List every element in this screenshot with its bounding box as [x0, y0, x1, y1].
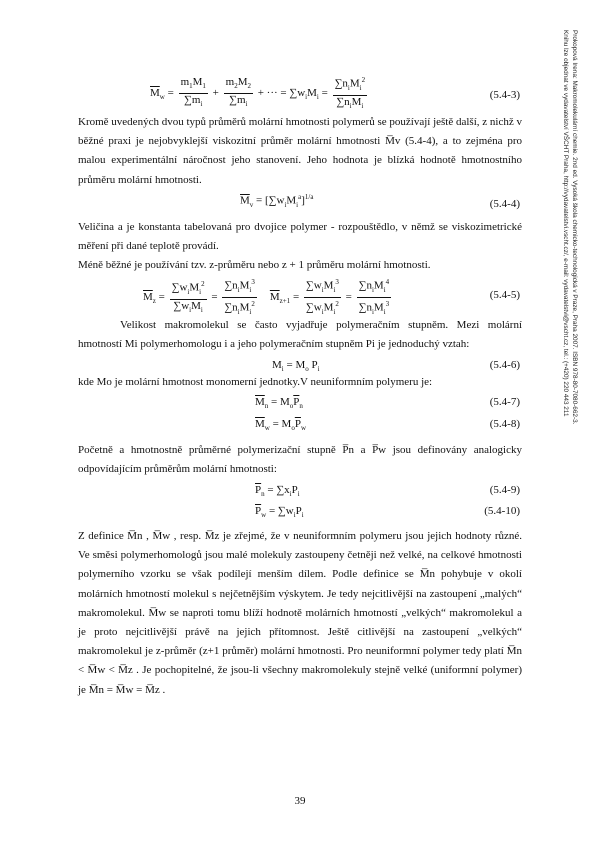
equation-number: (5.4-3) — [489, 89, 520, 101]
paragraph: Z definice M̅n , M̅w , resp. M̅z je zřejmé, že v neuniformním polymeru jsou jejich hodnoty různé. Ve směsi polymerhomologů jsou malé molekuly zastoupeny četněji než velké, na celkové hmotnosti polymerního vzorku se však podílejí menším dílem. Podle definice se M̅n pohybuje v okolí molárních hmotností molekul s nejčetnějším výskytem. Je tedy nejcitlivější na zastoupení „malých“ makromolekul. M̅w se naproti tomu blíží hodnotě molárních hmotností „velkých“ makromolekul a je proto nejcitlivější právě na jejich přítomnost. Ještě citlivější na zastoupení „velkých“ makromolekul je z-průměr (z+1 průměr) molární hmotnosti. Pro neuniformní polymer tedy platí M̅n < M̅w < M̅z . Je pochopitelné, že jsou-li všechny makromolekuly stejně velké (uniformní polymer) je M̅n = M̅w = M̅z . — [78, 530, 522, 696]
equation-number: (5.4-5) — [489, 289, 520, 301]
paragraph: Veličina a je konstanta tabelovaná pro dvojice polymer - rozpouštědlo, v němž se viskozimetrické měření při dané teplotě provádí. — [78, 221, 522, 253]
side-citation-line-2: Knihu lze objednat ve vydavatelství VŠCHT Praha, http://vydavatelstvi.vscht.cz/, e-mail: vydavatelstvi@vscht.cz, tel.: (+420) 220 443 211 — [562, 30, 570, 417]
equation-number: (5.4-4) — [489, 198, 520, 210]
equation-5-4-4: $\overline{M}_v = [\sum w_iM_i^a]^{1/a}$ — [240, 193, 314, 209]
equation-number: (5.4-10) — [484, 505, 520, 517]
equation-number: (5.4-7) — [489, 396, 520, 408]
paragraph: Méně běžné je používání tzv. z-průměru nebo z + 1 průměru molární hmotnosti. — [78, 259, 431, 271]
equation-5-4-9: $\overline{P}_n = \sum x_iP_i$ — [255, 484, 300, 499]
paragraph: Velikost makromolekul se často vyjadřuje polymeračním stupněm. Mezi molární hmotností Mi polymerhomologu i a jeho polymeračním stupněm Pi je jednoduchý vztah: — [78, 319, 522, 351]
paragraph: Početně a hmotnostně průměrné polymerizační stupně P̅n a P̅w jsou definovány analogicky odpovídajícím průměrům molární hmotnosti: — [78, 444, 522, 476]
page-number: 39 — [294, 795, 306, 807]
equation-5-4-6: $M_i = M_o$ $P_i$ — [272, 359, 320, 374]
equation-5-4-10: $\overline{P}_w = \sum w_iP_i$ — [255, 505, 304, 520]
paragraph: kde Mo je molární hmotnost monomerní jednotky.V neuniformním polymeru je: — [78, 376, 433, 388]
equation-5-4-3: $\overline{M}_w$ = $\frac{m_1M_1}{\sum m_i}$ + $\frac{m_2M_2}{\sum m_i}$ + ··· = $\sum w_iM_i$ = $\frac{\sum n_iM_i^2}{\sum n_iM_i}$ — [150, 75, 366, 111]
side-citation-line-1: Prokopová Irena: Makromolekulární chemie. 2nd ed. Vysoká škola chemicko-technologická v Praze, Praha 2007. ISBN 978-80-7080-662-3. — [571, 30, 578, 425]
equation-number: (5.4-8) — [489, 418, 520, 430]
equation-number: (5.4-9) — [489, 484, 520, 496]
equation-5-4-5: $\overline{M}_z$ = $\frac{\sum w_iM_i^2}{\sum w_iM_i}$ = $\frac{\sum n_iM_i^3}{\sum n_iM_i^2}$ $\overline{M}_{z+1}$ = $\frac{\sum w_iM_i^3}{\sum w_iM_i^2}$ = $\frac{\sum n_iM_i^4}{\sum n_iM_i^3}$ — [143, 278, 390, 316]
equation-number: (5.4-6) — [489, 359, 520, 371]
side-citation — [561, 30, 578, 424]
paragraph: Kromě uvedených dvou typů průměrů molární hmotnosti polymerů se používají ještě další, z nichž v běžné praxi je nejobvyklejší viskozitní průměr molární hmotnosti M̅v (5.4-4), a to zejména pro malou experimentální náročnost jeho stanovení. Jeho hodnota je blízká hodnotě hmotnostního průměru molární hmotnosti. — [78, 116, 522, 186]
equation-5-4-8: $\overline{M}_w = M_o\overline{P}_w$ — [255, 418, 307, 433]
equation-5-4-7: $\overline{M}_n = M_o\overline{P}_n$ — [255, 396, 303, 411]
